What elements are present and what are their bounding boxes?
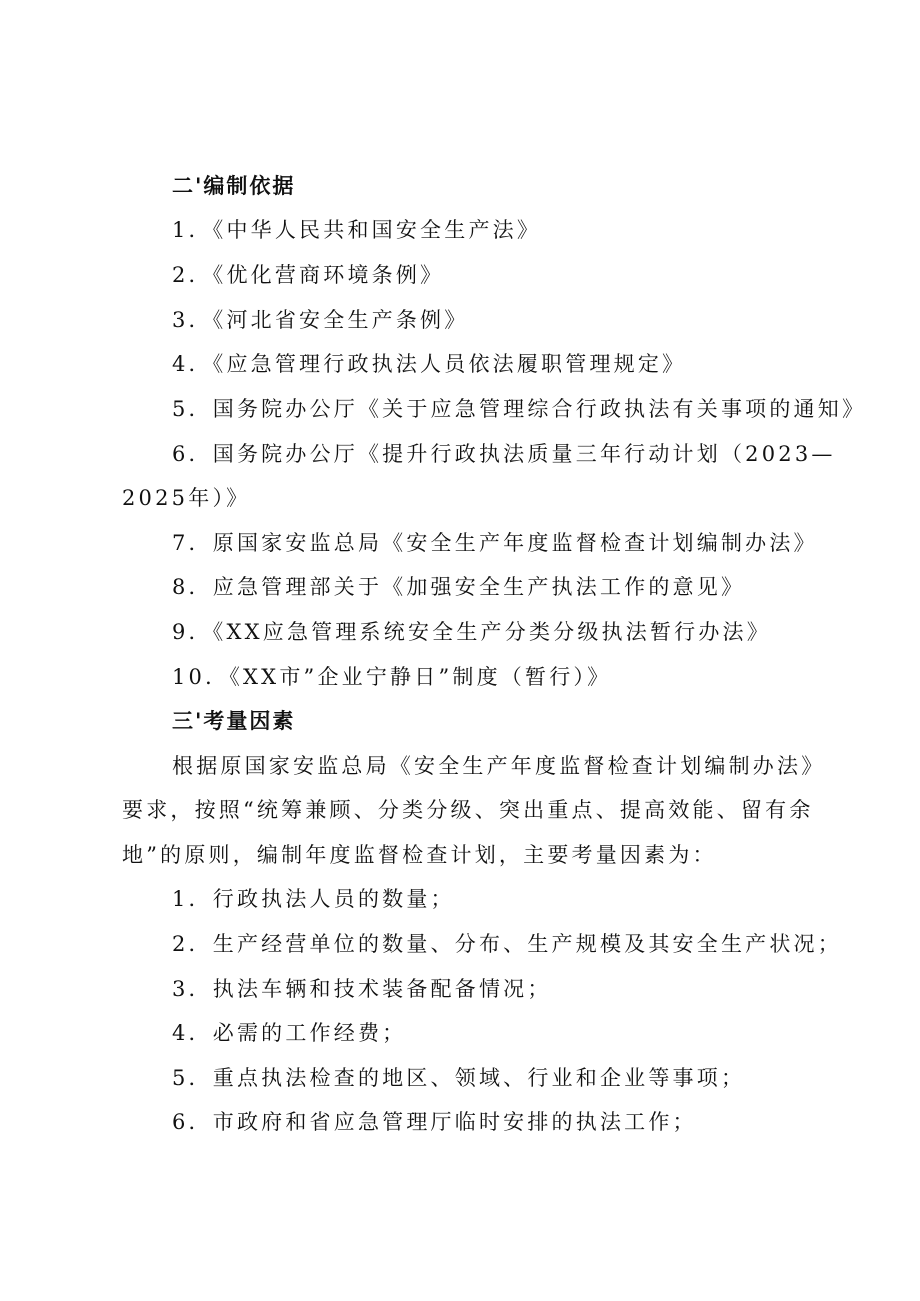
list-item: 2．《优化营商环境条例》 <box>172 263 445 287</box>
list-item: 8．应急管理部关于《加强安全生产执法工作的意见》 <box>172 575 746 599</box>
list-item: 5．国务院办公厅《关于应急管理综合行政执法有关事项的通知》 <box>172 397 867 421</box>
paragraph-line: 地”的原则，编制年度监督检查计划，主要考量因素为： <box>122 843 717 867</box>
section-heading-factors: 三'考量因素 <box>172 709 296 733</box>
section-heading-basis: 二'编制依据 <box>172 174 296 198</box>
list-item: 2．生产经营单位的数量、分布、生产规模及其安全生产状况； <box>172 932 842 956</box>
list-item: 7．原国家安监总局《安全生产年度监督检查计划编制办法》 <box>172 531 818 555</box>
list-item: 3．执法车辆和技术装备配备情况； <box>172 977 552 1001</box>
paragraph-line: 根据原国家安监总局《安全生产年度监督检查计划编制办法》 <box>172 754 826 778</box>
list-item: 6．国务院办公厅《提升行政执法质量三年行动计划（2023— <box>172 442 836 466</box>
list-item: 1．《中华人民共和国安全生产法》 <box>172 218 542 242</box>
list-item: 5．重点执法检查的地区、领域、行业和企业等事项； <box>172 1066 746 1090</box>
list-item: 4．《应急管理行政执法人员依法履职管理规定》 <box>172 352 687 376</box>
list-item: 9．《XX应急管理系统安全生产分类分级执法暂行办法》 <box>172 620 771 644</box>
list-item: 1．行政执法人员的数量； <box>172 887 455 911</box>
list-item: 3．《河北省安全生产条例》 <box>172 308 469 332</box>
list-item: 6．市政府和省应急管理厅临时安排的执法工作； <box>172 1110 697 1134</box>
list-item: 10．《XX市”企业宁静日”制度（暂行）》 <box>172 665 612 689</box>
list-item: 4．必需的工作经费； <box>172 1021 407 1045</box>
paragraph-line: 要求，按照“统筹兼顾、分类分级、突出重点、提高效能、留有余 <box>122 798 814 822</box>
list-item-continuation: 2025年）》 <box>122 486 251 510</box>
